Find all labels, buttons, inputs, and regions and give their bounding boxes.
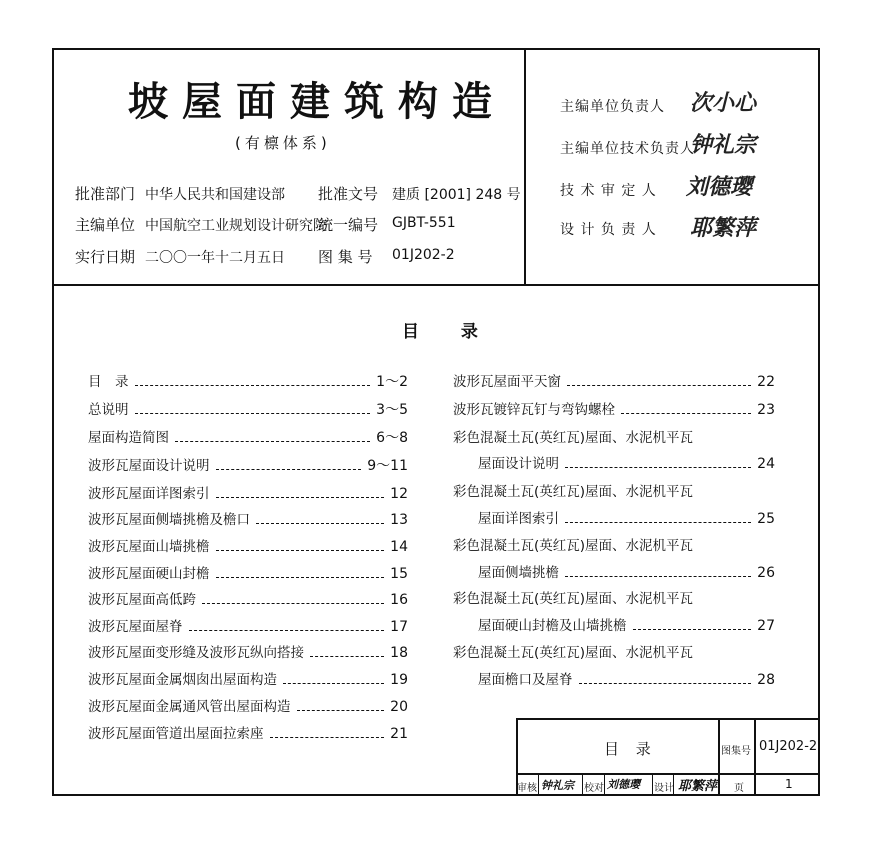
- toc-item: [88, 370, 408, 391]
- toc-item-page: 24: [757, 456, 775, 472]
- toc-item-page: 23: [757, 402, 775, 418]
- title-block-cell-divider: [604, 773, 605, 796]
- toc-item: [88, 535, 408, 555]
- toc-item: [88, 562, 408, 582]
- toc-item-page: 13: [390, 512, 408, 528]
- toc-leader: [621, 413, 751, 414]
- toc-leader: [283, 683, 384, 684]
- toc-item: [88, 426, 408, 447]
- toc-item-name: 波形瓦镀锌瓦钉与弯钩螺栓: [453, 402, 615, 418]
- toc-leader: [270, 737, 385, 738]
- toc-item-name: 波形瓦屋面侧墙挑檐及檐口: [88, 512, 250, 528]
- review-signature: 钟礼宗: [541, 779, 574, 792]
- page-number: 1: [785, 777, 793, 791]
- toc-item-name: 总说明: [88, 402, 129, 418]
- toc-item-name: 波形瓦屋面金属通风管出屋面构造: [88, 699, 291, 715]
- toc-item-page: 17: [390, 619, 408, 635]
- toc-item-page: 1～2: [376, 374, 408, 390]
- toc-leader: [565, 522, 751, 523]
- toc-item-page: 14: [390, 539, 408, 555]
- toc-item-name: 波形瓦屋面屋脊: [88, 619, 183, 635]
- toc-leader: [297, 710, 385, 711]
- header-divider: [52, 284, 820, 286]
- title-block-cell-divider: [582, 773, 583, 796]
- toc-item-page: 12: [390, 486, 408, 502]
- atlas-no-value: 01J202-2: [759, 739, 818, 754]
- toc-item-prefix: 彩色混凝土瓦(英红瓦)屋面、水泥机平瓦: [453, 538, 694, 554]
- toc-item-page: 18: [390, 645, 408, 661]
- page-label: 页: [734, 783, 744, 794]
- toc-item: [88, 695, 408, 715]
- toc-item: [88, 398, 408, 419]
- toc-item: [478, 668, 775, 688]
- toc-leader: [216, 497, 385, 498]
- toc-item-name: 波形瓦屋面硬山封檐: [88, 566, 210, 582]
- toc-leader: [135, 385, 371, 386]
- toc-item-name: 屋面设计说明: [478, 456, 559, 472]
- toc-item-page: 20: [390, 699, 408, 715]
- check-signature: 刘德璎: [607, 778, 640, 791]
- toc-leader: [310, 656, 384, 657]
- toc-item-name: 波形瓦屋面变形缝及波形瓦纵向搭接: [88, 645, 304, 661]
- toc-item-name: 目 录: [88, 374, 129, 390]
- toc-item-prefix: 彩色混凝土瓦(英红瓦)屋面、水泥机平瓦: [453, 484, 694, 500]
- toc-item-name: 波形瓦屋面金属烟囱出屋面构造: [88, 672, 277, 688]
- toc-item-page: 26: [757, 565, 775, 581]
- title-block-col-divider: [718, 718, 720, 796]
- approval-dept-label: 批准部门: [75, 185, 136, 203]
- effective-date-label: 实行日期: [75, 248, 136, 266]
- unified-no-label: 统一编号: [318, 216, 379, 234]
- effective-date-value: 二〇〇一年十二月五日: [145, 250, 285, 266]
- toc-heading: 目 录: [402, 322, 496, 342]
- toc-item-page: 21: [390, 726, 408, 742]
- check-label: 校对: [584, 783, 604, 794]
- toc-item-page: 16: [390, 592, 408, 608]
- toc-leader: [175, 441, 370, 442]
- sheet-title: 目 录: [604, 740, 657, 758]
- design-label: 设计: [654, 783, 674, 794]
- toc-leader: [216, 577, 385, 578]
- review-label: 审核: [517, 783, 537, 794]
- toc-leader: [633, 629, 752, 630]
- toc-leader: [567, 385, 751, 386]
- title-block-cell-divider: [652, 773, 653, 796]
- toc-item-name: 波形瓦屋面设计说明: [88, 458, 210, 474]
- toc-item-page: 6～8: [376, 430, 408, 446]
- toc-item-name: 屋面构造简图: [88, 430, 169, 446]
- chief-unit-value: 中国航空工业规划设计研究院: [145, 218, 327, 234]
- toc-item: [88, 722, 408, 742]
- atlas-subtitle: (有檩体系): [235, 134, 331, 152]
- toc-item: [478, 614, 775, 634]
- toc-item: [453, 370, 775, 390]
- atlas-no-label: 图 集 号: [318, 248, 373, 266]
- toc-item: [88, 454, 408, 475]
- design-signature: 耶繁萍: [678, 779, 718, 794]
- toc-item-name: 屋面硬山封檐及山墙挑檐: [478, 618, 627, 634]
- atlas-no-value: 01J202-2: [392, 247, 455, 263]
- toc-item-page: 28: [757, 672, 775, 688]
- toc-item-page: 3～5: [376, 402, 408, 418]
- design-head-signature: 耶繁萍: [690, 215, 757, 241]
- approval-doc-value: 建质 [2001] 248 号: [392, 187, 521, 203]
- chief-unit-head-signature: 次小心: [690, 90, 757, 116]
- toc-item: [88, 588, 408, 608]
- toc-leader: [202, 603, 384, 604]
- header-vertical-divider: [524, 48, 526, 285]
- toc-item-page: 15: [390, 566, 408, 582]
- toc-item: [478, 452, 775, 472]
- toc-item-name: 波形瓦屋面高低跨: [88, 592, 196, 608]
- toc-item-name: 屋面详图索引: [478, 511, 559, 527]
- toc-leader: [216, 469, 362, 470]
- toc-item-prefix: 彩色混凝土瓦(英红瓦)屋面、水泥机平瓦: [453, 591, 694, 607]
- toc-item-name: 屋面侧墙挑檐: [478, 565, 559, 581]
- toc-item-page: 25: [757, 511, 775, 527]
- title-block-cell-divider: [538, 773, 539, 796]
- atlas-title: 坡屋面建筑构造: [128, 78, 506, 125]
- toc-item-prefix: 彩色混凝土瓦(英红瓦)屋面、水泥机平瓦: [453, 645, 694, 661]
- title-block-col-divider: [754, 718, 756, 796]
- toc-leader: [135, 413, 371, 414]
- toc-item: [453, 398, 775, 418]
- toc-leader: [579, 683, 752, 684]
- chief-unit-label: 主编单位: [75, 216, 136, 234]
- toc-item: [88, 641, 408, 661]
- chief-tech-head-signature: 钟礼宗: [690, 132, 757, 158]
- title-block-row-divider: [516, 773, 820, 775]
- toc-item-page: 27: [757, 618, 775, 634]
- toc-leader: [189, 630, 385, 631]
- toc-item: [88, 508, 408, 528]
- chief-unit-head-label: 主编单位负责人: [560, 99, 665, 115]
- toc-leader: [216, 550, 385, 551]
- approval-dept-value: 中华人民共和国建设部: [145, 187, 285, 203]
- toc-item-page: 9～11: [367, 458, 408, 474]
- toc-leader: [256, 523, 384, 524]
- approval-doc-label: 批准文号: [318, 185, 379, 203]
- unified-no-value: GJBT-551: [392, 215, 456, 231]
- toc-item-page: 19: [390, 672, 408, 688]
- chief-tech-head-label: 主编单位技术负责人: [560, 141, 695, 157]
- toc-item: [478, 561, 775, 581]
- toc-item: [478, 507, 775, 527]
- toc-item: [88, 615, 408, 635]
- tech-reviewer-signature: 刘德璎: [686, 174, 753, 200]
- toc-item-name: 屋面檐口及屋脊: [478, 672, 573, 688]
- toc-item: [88, 668, 408, 688]
- design-head-label: 设 计 负 责 人: [560, 222, 657, 238]
- toc-item-page: 22: [757, 374, 775, 390]
- toc-item-name: 波形瓦屋面详图索引: [88, 486, 210, 502]
- toc-leader: [565, 576, 751, 577]
- toc-item-name: 波形瓦屋面山墙挑檐: [88, 539, 210, 555]
- toc-item-name: 波形瓦屋面管道出屋面拉索座: [88, 726, 264, 742]
- tech-reviewer-label: 技 术 审 定 人: [560, 183, 657, 199]
- atlas-no-label: 图集号: [721, 746, 751, 757]
- toc-item-name: 波形瓦屋面平天窗: [453, 374, 561, 390]
- toc-item-prefix: 彩色混凝土瓦(英红瓦)屋面、水泥机平瓦: [453, 430, 694, 446]
- toc-item: [88, 482, 408, 502]
- toc-leader: [565, 467, 751, 468]
